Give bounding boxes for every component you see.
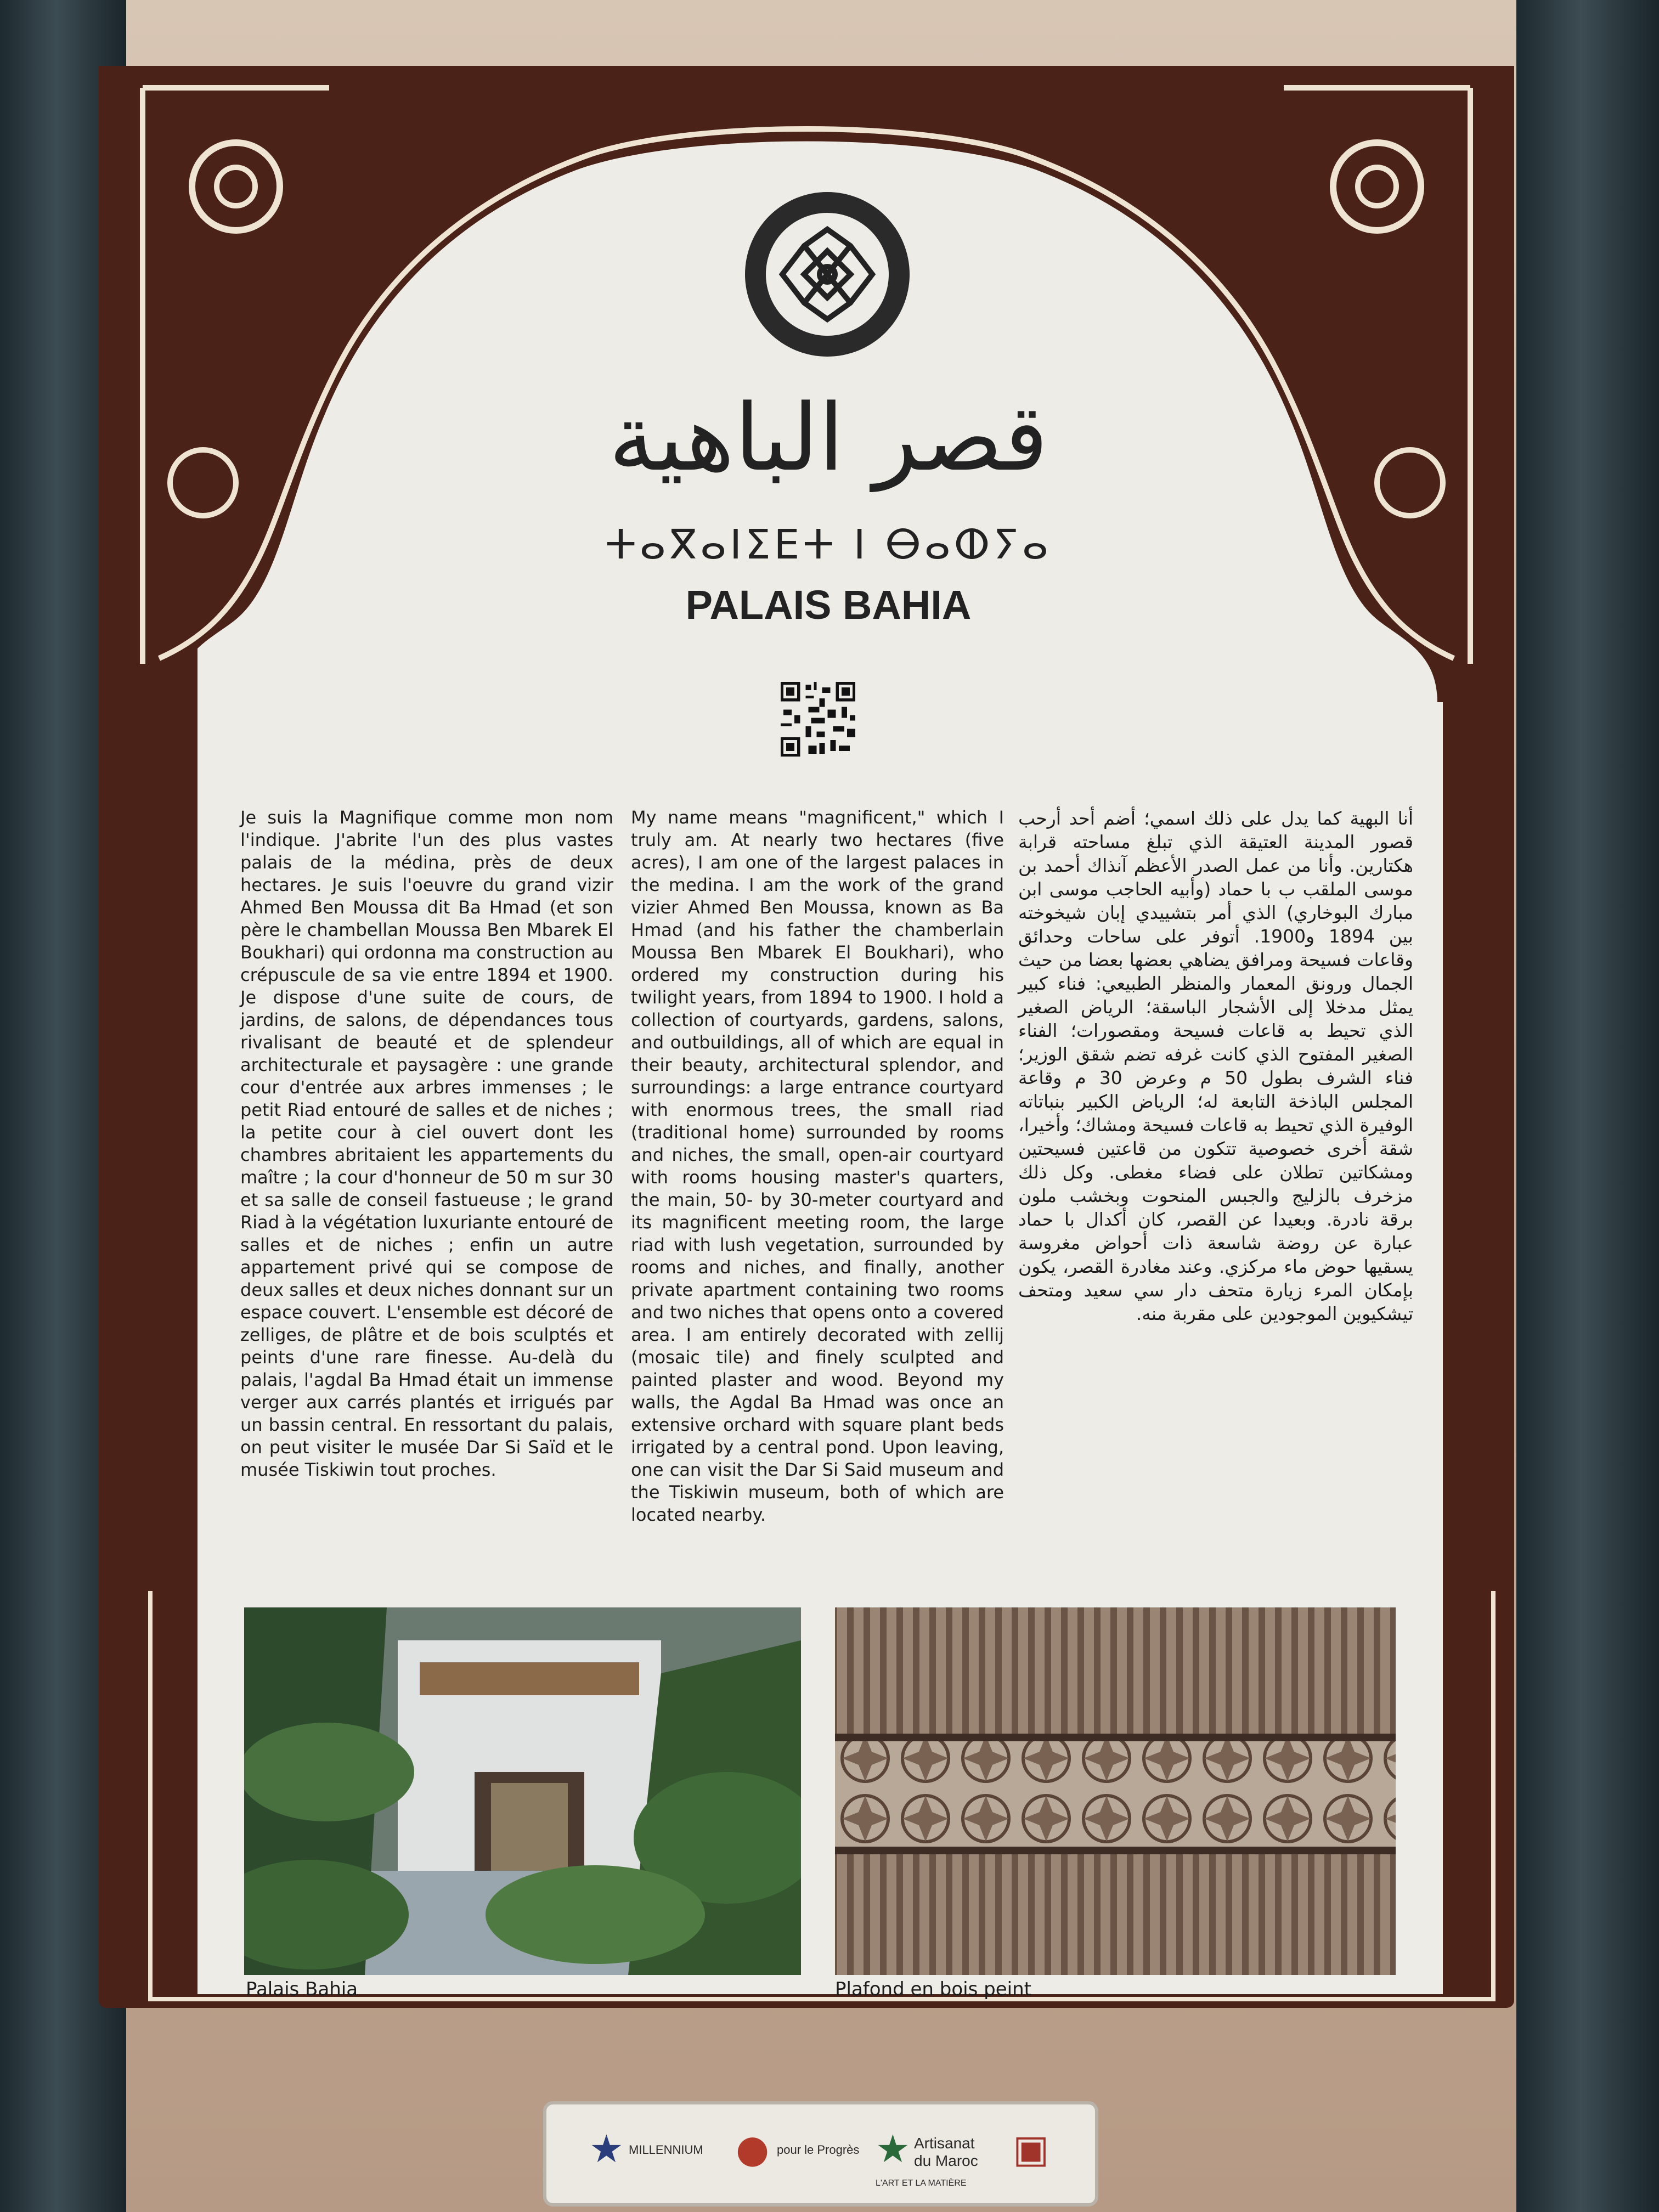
text-english: My name means "magnificent," which I truly am. At nearly two hectares (five acres), I am one of the largest palaces in the medina. I am the work of the grand vizier Ahmed Ben Moussa, known as Ba Hmad (and his father the chamberlain Moussa Ben Mbarek El Boukhari), who ordered my construction during his twilight years, from 1894 to 1900. I hold a collection of courtyards, gardens, salons, and outbuildings, all of which are equal in their beauty, architectural splendor, and surroundings: a large entrance courtyard with enormous trees, the small riad (traditional home) surrounded by rooms and niches, the small, open-air courtyard with rooms housing master's quarters, the main, 50- by 30-meter courtyard and its magnificent meeting room, the large riad with lush vegetation, surrounded by rooms and niches, and finally, another private apartment containing two rooms and two niches that opens onto a covered area. I am entirely decorated with zellij (mosaic tile) and finely sculpted and painted plaster and wood. Beyond my walls, the Agdal Ba Hmad was once an extensive orchard with square plant beds irrigated by a central pond. Upon leaving, one can visit the Dar Si Said museum and the Tiskiwin museum, both of which are located nearby. bbox=[631, 807, 1004, 1525]
title-arabic: قصر الباهية bbox=[608, 384, 1048, 492]
sponsor-artisanat: Artisanat du Maroc bbox=[914, 2135, 978, 2169]
palace-emblem-icon bbox=[745, 192, 910, 357]
text-french: Je suis la Magnifique comme mon nom l'indique. J'abrite l'un des plus vastes palais de la médina, près de deux hectares. Je suis l'oeuvre du grand vizir Ahmed Ben Moussa dit Ba Hmad (et son père le chambellan Moussa Ben Mbarek El Boukhari) qui ordonna ma construction au crépuscule de sa vie entre 1894 et 1900. Je dispose d'une suite de cours, de jardins, de salons, de dépendances tous rivalisant de beauté et de splendeur architecturale et paysagère : une grande cour d'entrée aux arbres immenses ; le petit Riad entouré de salles et de niches ; la petite cour à ciel ouvert dont les chambres abritaient les appartements du maître ; la cour d'honneur de 50 m sur 30 et sa salle de conseil fastueuse ; le grand Riad à la végétation luxuriante entouré de salles et de niches ; enfin un autre appartement privé qui se compose de deux salles et deux niches donnant sur un espace couvert. L'ensemble est décoré de zelliges, de plâtre et de bois sculptés et peints d'une rare finesse. Au-delà du palais, l'agdal Ba Hmad était un immense verger aux carrés plantés et irrigués par un bassin central. En ressortant du palais, on peut visiter le musée Dar Si Saïd et le musée Tiskiwin tout proches. bbox=[240, 807, 613, 1480]
photo-painted-ceiling bbox=[835, 1607, 1396, 1975]
sponsor-agency: pour le Progrès bbox=[777, 2143, 860, 2157]
green-star-icon: ★ bbox=[876, 2126, 910, 2171]
photo-courtyard bbox=[244, 1607, 801, 1975]
caption-courtyard: Palais Bahia bbox=[246, 1978, 358, 2000]
title-tifinagh: ⵜⴰⴳⴰⵏⵉⴹⵜ ⵏ ⴱⴰⵀⵢⴰ bbox=[605, 521, 1052, 568]
text-arabic: أنا البهية كما يدل على ذلك اسمي؛ أضم أحد أرحب قصور المدينة العتيقة الذي تبلغ مساحته قرابة هكتارين. وأنا من عمل الصدر الأعظم آنذاك أحمد بن موسى الملقب ب با حماد (وأبيه الحاجب موسى ابن مبارك البوخاري) الذي أمر بتشييدي إبان شيخوخته بين 1894 و1900. أتوفر على ساحات وحدائق وقاعات فسيحة ومرافق يضاهي بعضها بعضا من حيث الجمال ورونق المعمار والمنظر الطبيعي: فناء كبير يمثل مدخلا إلى الأشجار الباسقة؛ الرياض الصغير الذي تحيط به قاعات فسيحة ومقصورات؛ الفناء الصغير المفتوح الذي كانت غرفه تضم شقق الوزير؛ فناء الشرف بطول 50 م وعرض 30 م وقاعة المجلس الباذخة التابعة له؛ الرياض الكبير بنباتاته الوفيرة الذي تحيط به قاعات فسيحة ومشاك؛ وأخيرا، شقة أخرى خصوصية تتكون من قاعتين فسيحتين ومشكاتين تطلان على فضاء مغطى. وكل ذلك مزخرف بالزليج والجبس المنحوت وبخشب ملون برقة نادرة. وبعيدا عن القصر، كان أكدال با حماد عبارة عن روضة شاسعة ذات أحواض مغروسة يسقيها حوض ماء مركزي. وعند مغادرة القصر، يكون بإمكان المرء زيارة متحف دار سي سعيد ومتحف تيشكيوين الموجودين على مقربة منه. bbox=[1018, 808, 1414, 1324]
star-flag-icon: ★ bbox=[589, 2126, 624, 2171]
sponsor-millennium: MILLENNIUM bbox=[629, 2143, 703, 2157]
caption-ceiling: Plafond en bois peint bbox=[835, 1978, 1031, 2000]
agency-logo-icon: ● bbox=[736, 2126, 770, 2171]
ministry-logo-icon: ▣ bbox=[1013, 2126, 1049, 2171]
right-post bbox=[1516, 0, 1659, 2212]
qr-code-icon[interactable] bbox=[778, 679, 858, 759]
sponsor-tagline: L'ART ET LA MATIÈRE bbox=[876, 2179, 967, 2188]
title-french: PALAIS BAHIA bbox=[685, 582, 972, 628]
sponsor-strip bbox=[543, 2101, 1098, 2207]
